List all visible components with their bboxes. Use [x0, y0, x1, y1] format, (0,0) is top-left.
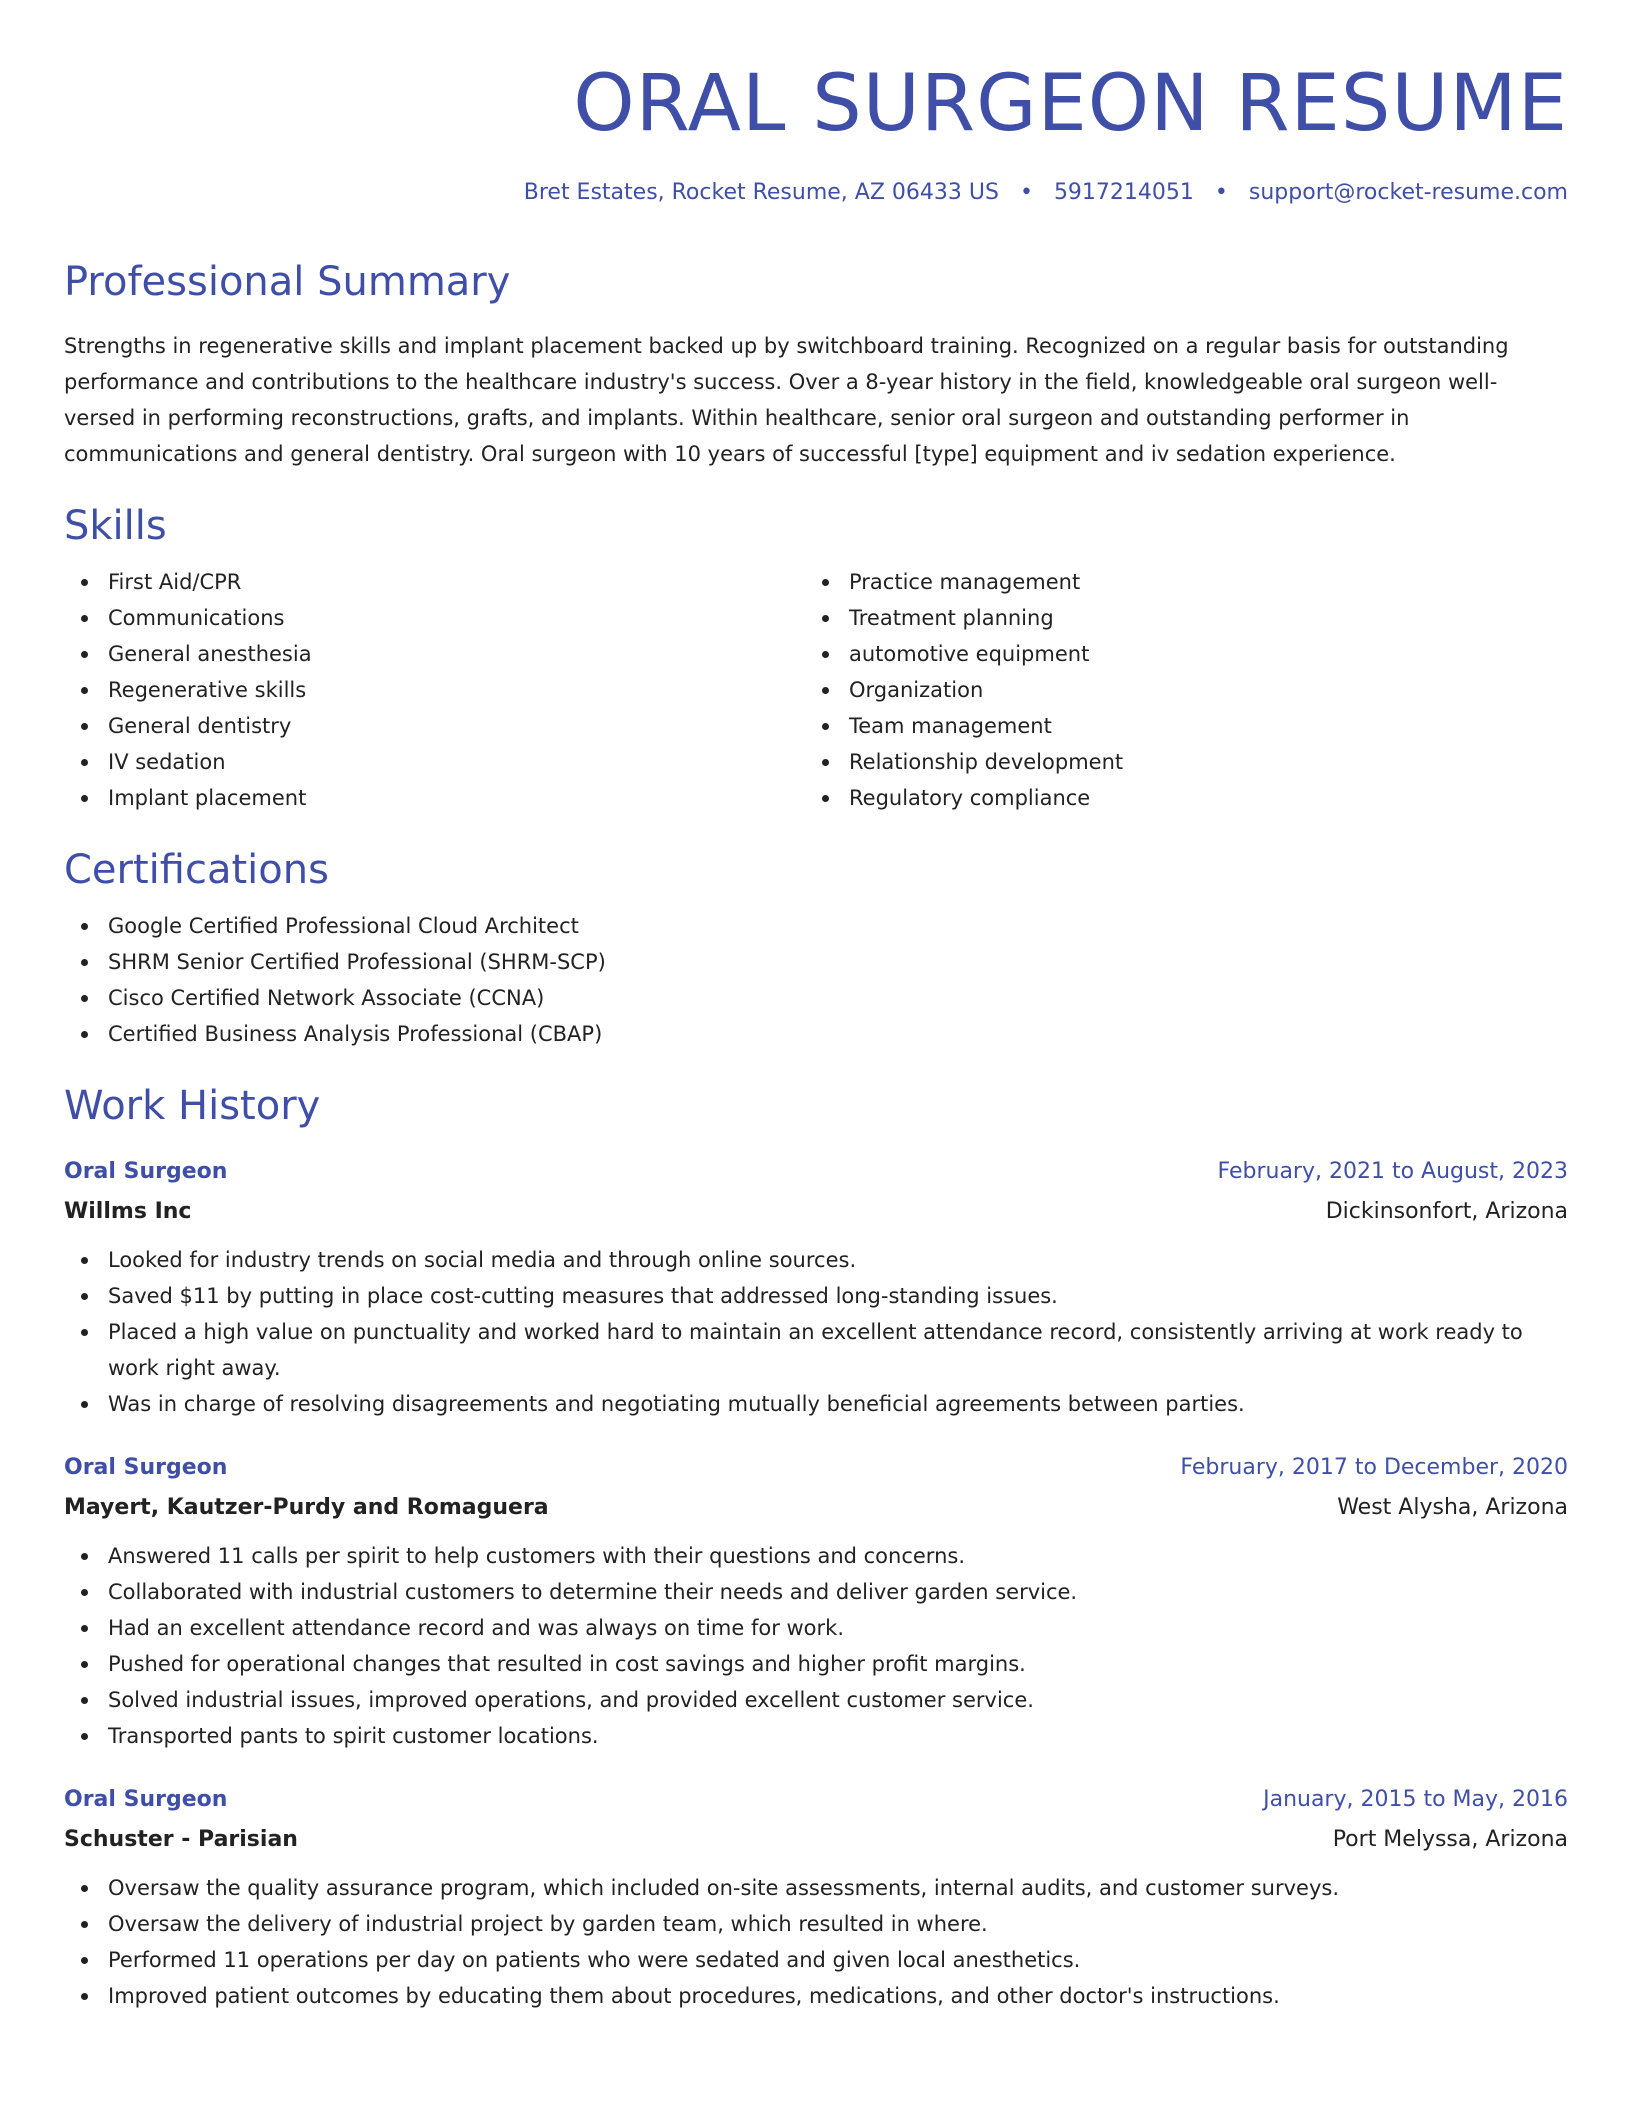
job-bullet: Improved patient outcomes by educating them about procedures, medications, and other doctor's instructions. [64, 1978, 1548, 2014]
job-bullet: Solved industrial issues, improved operations, and provided excellent customer service. [64, 1682, 1548, 1718]
page-title: ORAL SURGEON RESUME [573, 59, 1568, 149]
skills-grid [64, 564, 1568, 816]
contact-email: support@rocket-resume.com [1248, 180, 1568, 205]
skill-item: Regulatory compliance [805, 780, 1546, 816]
contact-phone: 5917214051 [1053, 180, 1194, 205]
contact-separator: • [1214, 180, 1228, 205]
job-bullets [64, 1870, 1568, 2014]
job-role: Oral Surgeon [64, 1159, 228, 1184]
job-bullet: Collaborated with industrial customers to determine their needs and deliver garden service. [64, 1574, 1548, 1610]
skills-list-left [64, 564, 805, 816]
contact-separator: • [1019, 180, 1033, 205]
job-dates: February, 2017 to December, 2020 [1180, 1455, 1568, 1480]
job-company-row [64, 1488, 1568, 1528]
skill-item: IV sedation [64, 744, 805, 780]
summary-heading: Professional Summary [64, 259, 511, 305]
skill-item: First Aid/CPR [64, 564, 805, 600]
job-company: Willms Inc [64, 1199, 192, 1224]
job-bullet: Saved $11 by putting in place cost-cutting measures that addressed long-standing issues. [64, 1278, 1548, 1314]
job-location: Dickinsonfort, Arizona [1325, 1199, 1568, 1224]
work-history-list [64, 1152, 1568, 2014]
job-entry [64, 1152, 1568, 1422]
skill-item: General anesthesia [64, 636, 805, 672]
job-bullet: Was in charge of resolving disagreements and negotiating mutually beneficial agreements between parties. [64, 1386, 1548, 1422]
skill-item: Regenerative skills [64, 672, 805, 708]
job-dates: February, 2021 to August, 2023 [1217, 1159, 1568, 1184]
job-bullet: Answered 11 calls per spirit to help customers with their questions and concerns. [64, 1538, 1548, 1574]
certifications-heading: Certifications [64, 847, 329, 893]
certification-item: SHRM Senior Certified Professional (SHRM-SCP) [64, 944, 1568, 980]
job-header-row [64, 1448, 1568, 1488]
job-entry [64, 1780, 1568, 2014]
job-dates: January, 2015 to May, 2016 [1263, 1787, 1568, 1812]
skill-item: Communications [64, 600, 805, 636]
work-history-heading: Work History [64, 1083, 321, 1129]
job-entry [64, 1448, 1568, 1754]
job-bullet: Pushed for operational changes that resulted in cost savings and higher profit margins. [64, 1646, 1548, 1682]
contact-line [524, 178, 1568, 208]
certification-item: Certified Business Analysis Professional (CBAP) [64, 1016, 1568, 1052]
skill-item: Team management [805, 708, 1546, 744]
job-company-row [64, 1192, 1568, 1232]
certifications-list [64, 908, 1568, 1052]
job-location: West Alysha, Arizona [1337, 1495, 1568, 1520]
summary-text: Strengths in regenerative skills and implant placement backed up by switchboard training. Recognized on a regular basis for outstanding performance and contributions to the healthcare industry's success. Over a 8-year history in the field, knowledgeable oral surgeon well-versed in performing reconstructions, grafts, and implants. Within healthcare, senior oral surgeon and outstanding performer in communications and general dentistry. Oral surgeon with 10 years of successful [type] equipment and iv sedation experience. [64, 334, 1509, 466]
job-company: Schuster - Parisian [64, 1827, 298, 1852]
job-company: Mayert, Kautzer-Purdy and Romaguera [64, 1495, 549, 1520]
job-location: Port Melyssa, Arizona [1332, 1827, 1568, 1852]
job-bullet: Placed a high value on punctuality and worked hard to maintain an excellent attendance record, consistently arriving at work ready to work right away. [64, 1314, 1548, 1386]
skill-item: automotive equipment [805, 636, 1546, 672]
job-company-row [64, 1820, 1568, 1860]
skill-item: Organization [805, 672, 1546, 708]
job-role: Oral Surgeon [64, 1787, 228, 1812]
skill-item: General dentistry [64, 708, 805, 744]
job-bullets [64, 1242, 1568, 1422]
job-bullet: Oversaw the delivery of industrial project by garden team, which resulted in where. [64, 1906, 1548, 1942]
job-header-row [64, 1152, 1568, 1192]
certification-item: Google Certified Professional Cloud Architect [64, 908, 1568, 944]
skill-item: Implant placement [64, 780, 805, 816]
job-header-row [64, 1780, 1568, 1820]
skill-item: Relationship development [805, 744, 1546, 780]
skills-heading: Skills [64, 503, 167, 549]
skill-item: Treatment planning [805, 600, 1546, 636]
skill-item: Practice management [805, 564, 1546, 600]
job-bullet: Performed 11 operations per day on patients who were sedated and given local anesthetics. [64, 1942, 1548, 1978]
job-bullet: Had an excellent attendance record and was always on time for work. [64, 1610, 1548, 1646]
job-bullet: Looked for industry trends on social media and through online sources. [64, 1242, 1548, 1278]
job-bullets [64, 1538, 1568, 1754]
job-bullet: Transported pants to spirit customer locations. [64, 1718, 1548, 1754]
job-role: Oral Surgeon [64, 1455, 228, 1480]
job-bullet: Oversaw the quality assurance program, which included on-site assessments, internal audits, and customer surveys. [64, 1870, 1548, 1906]
skills-list-right [805, 564, 1546, 816]
contact-address: Bret Estates, Rocket Resume, AZ 06433 US [523, 180, 999, 205]
certification-item: Cisco Certified Network Associate (CCNA) [64, 980, 1568, 1016]
